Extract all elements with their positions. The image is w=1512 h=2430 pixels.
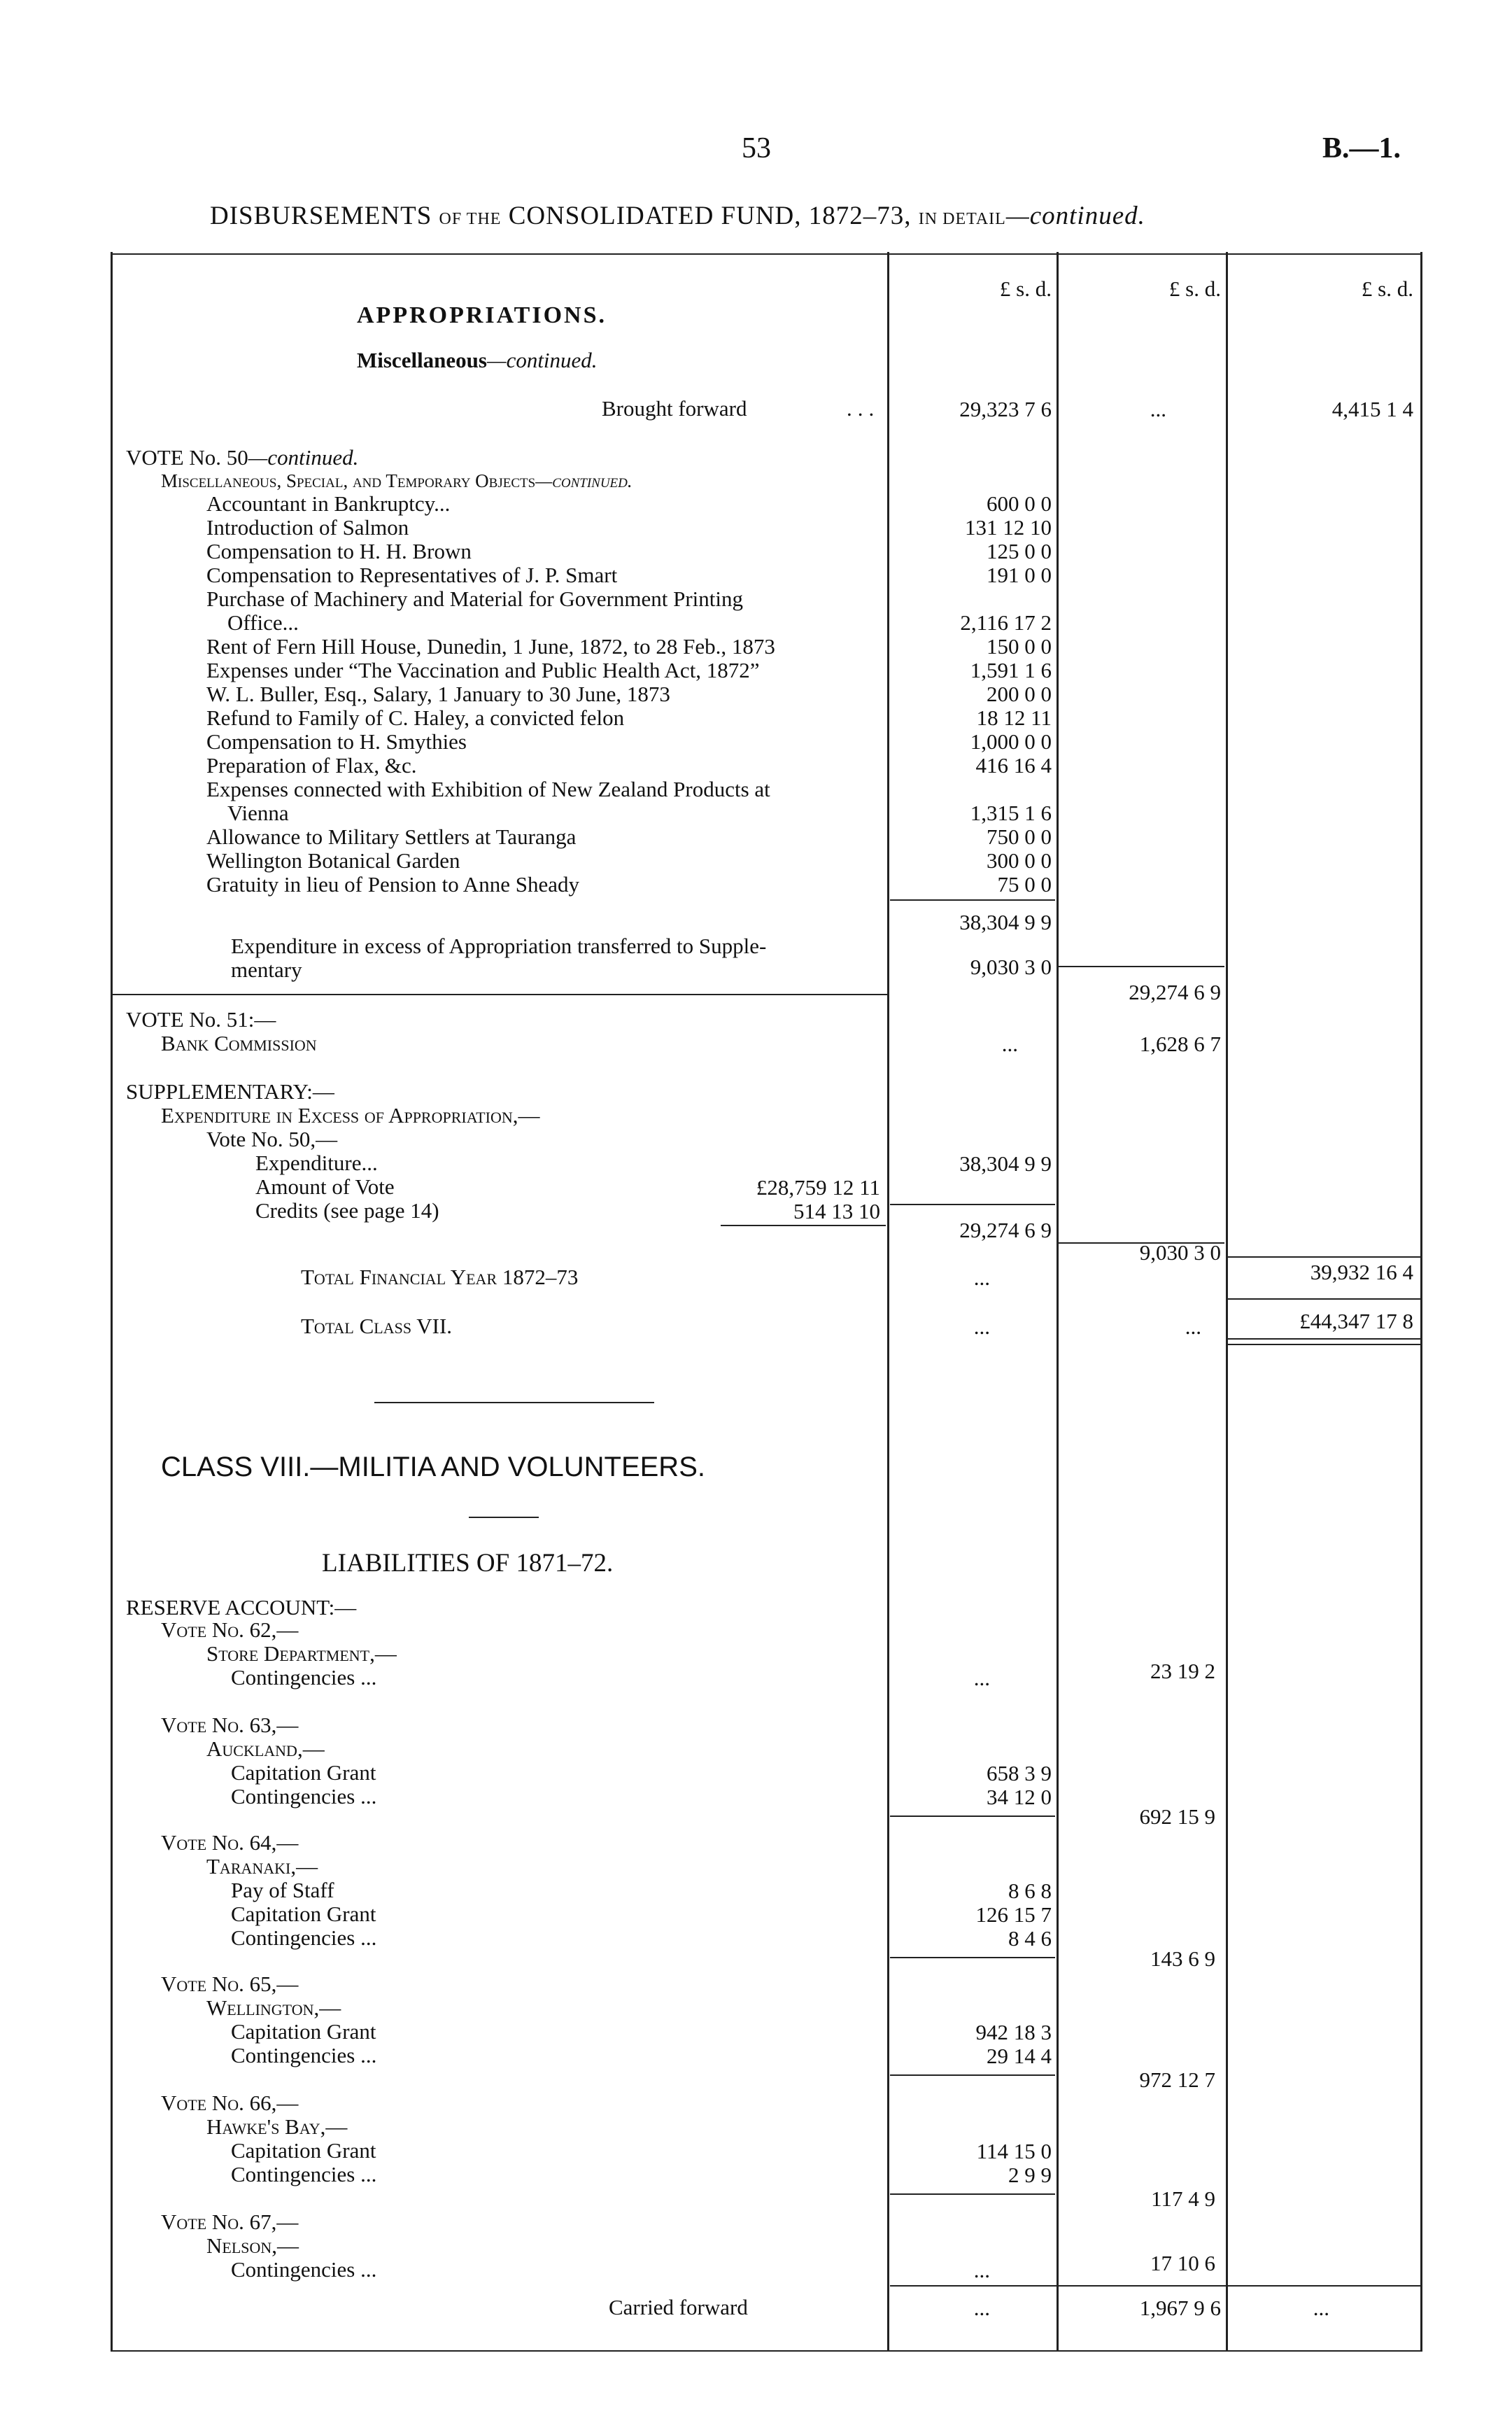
vote50-cont: —continued. bbox=[248, 445, 359, 470]
misc-continued: —continued. bbox=[487, 348, 598, 372]
net-rule bbox=[1058, 966, 1224, 967]
vote63-value-1: 658 3 9 bbox=[987, 1761, 1052, 1785]
list-item-value: 75 0 0 bbox=[997, 872, 1052, 897]
col2-head: £ s. d. bbox=[1168, 276, 1221, 301]
list-item: Refund to Family of C. Haley, a convicted felon bbox=[206, 705, 625, 730]
vote65-label: Vote No. 65,— bbox=[161, 1972, 299, 1996]
vote64-label: Vote No. 64,— bbox=[161, 1830, 299, 1855]
short-rule bbox=[469, 1517, 539, 1518]
vote66-value-2: 2 9 9 bbox=[1008, 2163, 1052, 2187]
double-rule-1 bbox=[1228, 1338, 1420, 1340]
vote65-value-1: 942 18 3 bbox=[975, 2020, 1052, 2044]
vote51-col1: ... bbox=[1001, 1032, 1018, 1056]
class-divider bbox=[374, 1402, 654, 1403]
amount-of-vote-label: Amount of Vote bbox=[255, 1174, 395, 1199]
supplementary-heading: SUPPLEMENTARY:— bbox=[126, 1079, 334, 1104]
col2-divider bbox=[1057, 252, 1059, 2352]
vote63-total: 692 15 9 bbox=[1139, 1804, 1215, 1829]
vote62-label: Vote No. 62,— bbox=[161, 1617, 299, 1642]
total-financial-label: Total Financial Year 1872–73 bbox=[301, 1265, 579, 1289]
list-item-value: 18 12 11 bbox=[976, 705, 1052, 730]
dots: ... bbox=[847, 396, 880, 421]
vote64-value-3: 8 4 6 bbox=[1008, 1926, 1052, 1951]
vote50-subtotal: 38,304 9 9 bbox=[959, 910, 1052, 934]
bf-col3: 4,415 1 4 bbox=[1331, 397, 1413, 421]
list-item: Compensation to H. Smythies bbox=[206, 729, 467, 754]
carried-forward-col2: 1,967 9 6 bbox=[1139, 2296, 1221, 2320]
list-item: Wellington Botanical Garden bbox=[206, 848, 460, 873]
list-item-value: 750 0 0 bbox=[987, 824, 1052, 849]
vote66-item-1: Capitation Grant bbox=[231, 2138, 376, 2163]
list-item-value: 191 0 0 bbox=[987, 563, 1052, 587]
subtotal-rule bbox=[890, 899, 1055, 901]
credits-rule bbox=[721, 1225, 886, 1226]
vote66-label: Vote No. 66,— bbox=[161, 2091, 299, 2115]
vote62-dept: Store Department,— bbox=[206, 1641, 397, 1666]
table-left-border bbox=[111, 252, 113, 2352]
bank-commission-label: Bank Commission bbox=[161, 1031, 317, 1055]
list-item-value: 150 0 0 bbox=[987, 634, 1052, 659]
col3-head: £ s. d. bbox=[1361, 276, 1413, 301]
vote65-item-1: Capitation Grant bbox=[231, 2019, 376, 2044]
vote51-col2: 1,628 6 7 bbox=[1139, 1032, 1221, 1056]
table-bottom-rule bbox=[111, 2350, 1422, 2352]
title-part2: CONSOLIDATED FUND, 1872–73, bbox=[508, 202, 912, 230]
list-item: Office... bbox=[227, 610, 299, 635]
title-continued: —continued. bbox=[1005, 202, 1145, 230]
page-code: B.—1. bbox=[1322, 132, 1401, 164]
supplementary-vote: Vote No. 50,— bbox=[206, 1127, 338, 1151]
vote50-values bbox=[892, 492, 1052, 897]
vote50-items bbox=[206, 492, 775, 897]
vote50-label: VOTE No. 50 bbox=[126, 445, 248, 470]
vote64-item-2: Capitation Grant bbox=[231, 1902, 376, 1926]
vote65-dept: Wellington,— bbox=[206, 1995, 341, 2020]
list-item-value: 1,591 1 6 bbox=[970, 658, 1052, 682]
total-financial-col1: ... bbox=[973, 1265, 990, 1290]
carried-forward-col1: ... bbox=[973, 2296, 990, 2320]
vote67-item-1: Contingencies ... bbox=[231, 2257, 377, 2282]
vote63-dept: Auckland,— bbox=[206, 1736, 325, 1761]
carried-forward-rule bbox=[890, 2285, 1420, 2287]
class-total-rule bbox=[1228, 1298, 1420, 1300]
list-item: Accountant in Bankruptcy... bbox=[206, 491, 451, 516]
bf-col2: ... bbox=[1150, 397, 1166, 421]
vote50-sub-cont: —continued. bbox=[535, 470, 633, 491]
col1-divider bbox=[887, 252, 889, 2352]
total-class-label: Total Class VII. bbox=[301, 1314, 453, 1338]
carried-forward-label: Carried forward bbox=[609, 2295, 748, 2319]
list-item: Gratuity in lieu of Pension to Anne Sheady bbox=[206, 872, 579, 897]
vote67-dept: Nelson,— bbox=[206, 2233, 299, 2258]
class8-heading: CLASS VIII.—MILITIA AND VOLUNTEERS. bbox=[161, 1452, 705, 1482]
list-item: Preparation of Flax, &c. bbox=[206, 753, 417, 778]
vote65-total: 972 12 7 bbox=[1139, 2067, 1215, 2092]
vote62-value: ... bbox=[973, 1666, 990, 1690]
list-item: Rent of Fern Hill House, Dunedin, 1 June, 1872, to 28 Feb., 1873 bbox=[206, 634, 775, 659]
vote50-net: 29,274 6 9 bbox=[1129, 980, 1221, 1004]
vote67-label: Vote No. 67,— bbox=[161, 2210, 299, 2234]
list-item-value: 1,000 0 0 bbox=[970, 729, 1052, 754]
list-item-value: 2,116 17 2 bbox=[960, 610, 1052, 635]
vote63-item-1: Capitation Grant bbox=[231, 1760, 376, 1785]
vote66-item-2: Contingencies ... bbox=[231, 2162, 377, 2186]
col1-head: £ s. d. bbox=[999, 276, 1052, 301]
vote65-item-2: Contingencies ... bbox=[231, 2043, 377, 2067]
vote62-item: Contingencies ... bbox=[231, 1665, 377, 1690]
col3-divider bbox=[1226, 252, 1228, 2352]
vote64-value-2: 126 15 7 bbox=[975, 1902, 1052, 1927]
list-item-value: 200 0 0 bbox=[987, 682, 1052, 706]
total-class-col3: £44,347 17 8 bbox=[1299, 1309, 1413, 1333]
credits-total-rule bbox=[890, 1204, 1055, 1205]
vote64-rule bbox=[890, 1957, 1055, 1958]
table-right-border bbox=[1420, 252, 1422, 2352]
vote50-subheading bbox=[161, 469, 633, 493]
list-item: Compensation to Representatives of J. P. Smart bbox=[206, 563, 618, 587]
total-financial-col3: 39,932 16 4 bbox=[1310, 1260, 1413, 1284]
carried-forward-col3: ... bbox=[1313, 2296, 1329, 2320]
vote67-value-1: ... bbox=[973, 2258, 990, 2282]
excess-label-2: mentary bbox=[231, 957, 302, 982]
vote63-rule bbox=[890, 1816, 1055, 1817]
table-top-rule bbox=[111, 253, 1422, 255]
page-number: 53 bbox=[742, 132, 771, 164]
credits-total: 29,274 6 9 bbox=[959, 1218, 1052, 1242]
bf-col1: 29,323 7 6 bbox=[959, 397, 1052, 421]
list-item-value: 1,315 1 6 bbox=[970, 801, 1052, 825]
list-item-value: 131 12 10 bbox=[965, 515, 1052, 540]
vote65-rule bbox=[890, 2074, 1055, 2076]
section-rule bbox=[111, 994, 889, 995]
excess-label-1: Expenditure in excess of Appropriation transferred to Supple- bbox=[231, 934, 767, 958]
brought-forward-label: Brought forward bbox=[602, 396, 747, 421]
vote64-dept: Taranaki,— bbox=[206, 1854, 318, 1878]
title-in-detail: IN DETAIL bbox=[918, 210, 1006, 228]
title-of-the: OF THE bbox=[439, 210, 502, 228]
amount-of-vote-value: £28,759 12 11 bbox=[756, 1175, 880, 1200]
vote50-sub-label: Miscellaneous, Special, and Temporary Objects bbox=[161, 470, 536, 491]
list-item-value: 125 0 0 bbox=[987, 539, 1052, 563]
list-item: Expenses connected with Exhibition of New Zealand Products at bbox=[206, 777, 770, 801]
expenditure-label: Expenditure... bbox=[255, 1151, 378, 1175]
vote63-item-2: Contingencies ... bbox=[231, 1784, 377, 1809]
vote66-rule bbox=[890, 2193, 1055, 2195]
vote64-total: 143 6 9 bbox=[1150, 1946, 1215, 1971]
vote50-heading bbox=[126, 446, 358, 470]
total-financial-rule bbox=[1228, 1256, 1420, 1258]
reserve-heading: RESERVE ACCOUNT:— bbox=[126, 1595, 357, 1620]
total-class-col2: ... bbox=[1185, 1314, 1201, 1339]
vote62-total: 23 19 2 bbox=[1150, 1659, 1215, 1683]
list-item: W. L. Buller, Esq., Salary, 1 January to 30 June, 1873 bbox=[206, 682, 670, 706]
list-item-value bbox=[892, 778, 1052, 801]
expenditure-value: 38,304 9 9 bbox=[959, 1151, 1052, 1176]
title-part1: DISBURSEMENTS bbox=[210, 202, 432, 230]
appropriations-heading: APPROPRIATIONS. bbox=[357, 302, 607, 328]
list-item-value: 300 0 0 bbox=[987, 848, 1052, 873]
credits-value: 514 13 10 bbox=[793, 1199, 880, 1223]
vote64-item-1: Pay of Staff bbox=[231, 1878, 334, 1902]
list-item-value: 416 16 4 bbox=[975, 753, 1052, 778]
misc-label: Miscellaneous bbox=[357, 348, 487, 372]
list-item: Introduction of Salmon bbox=[206, 515, 409, 540]
double-rule-2 bbox=[1228, 1344, 1420, 1345]
misc-subheading bbox=[357, 349, 598, 372]
vote66-total: 117 4 9 bbox=[1151, 2186, 1215, 2211]
liabilities-heading: LIABILITIES OF 1871–72. bbox=[322, 1549, 614, 1578]
credits-label: Credits (see page 14) bbox=[255, 1198, 439, 1223]
list-item-value: 600 0 0 bbox=[987, 491, 1052, 516]
list-item: Allowance to Military Settlers at Tauranga bbox=[206, 824, 577, 849]
vote64-value-1: 8 6 8 bbox=[1008, 1878, 1052, 1903]
vote66-dept: Hawke's Bay,— bbox=[206, 2114, 348, 2139]
vote63-value-2: 34 12 0 bbox=[987, 1785, 1052, 1809]
vote65-value-2: 29 14 4 bbox=[987, 2044, 1052, 2068]
total-class-col1: ... bbox=[973, 1314, 990, 1339]
list-item: Purchase of Machinery and Material for Government Printing bbox=[206, 587, 744, 611]
page-title bbox=[210, 201, 1145, 231]
vote64-item-3: Contingencies ... bbox=[231, 1925, 377, 1950]
list-item-value bbox=[892, 587, 1052, 611]
list-item: Expenses under “The Vaccination and Public Health Act, 1872” bbox=[206, 658, 760, 682]
vote51-heading: VOTE No. 51:— bbox=[126, 1007, 276, 1032]
supplementary-sub: Expenditure in Excess of Appropriation,— bbox=[161, 1103, 540, 1128]
vote67-total: 17 10 6 bbox=[1150, 2251, 1215, 2275]
list-item: Vienna bbox=[227, 801, 289, 825]
list-item: Compensation to H. H. Brown bbox=[206, 539, 472, 563]
vote63-label: Vote No. 63,— bbox=[161, 1713, 299, 1737]
vote66-value-1: 114 15 0 bbox=[976, 2139, 1052, 2163]
excess-total: 9,030 3 0 bbox=[1139, 1240, 1221, 1265]
excess-value: 9,030 3 0 bbox=[970, 955, 1052, 979]
